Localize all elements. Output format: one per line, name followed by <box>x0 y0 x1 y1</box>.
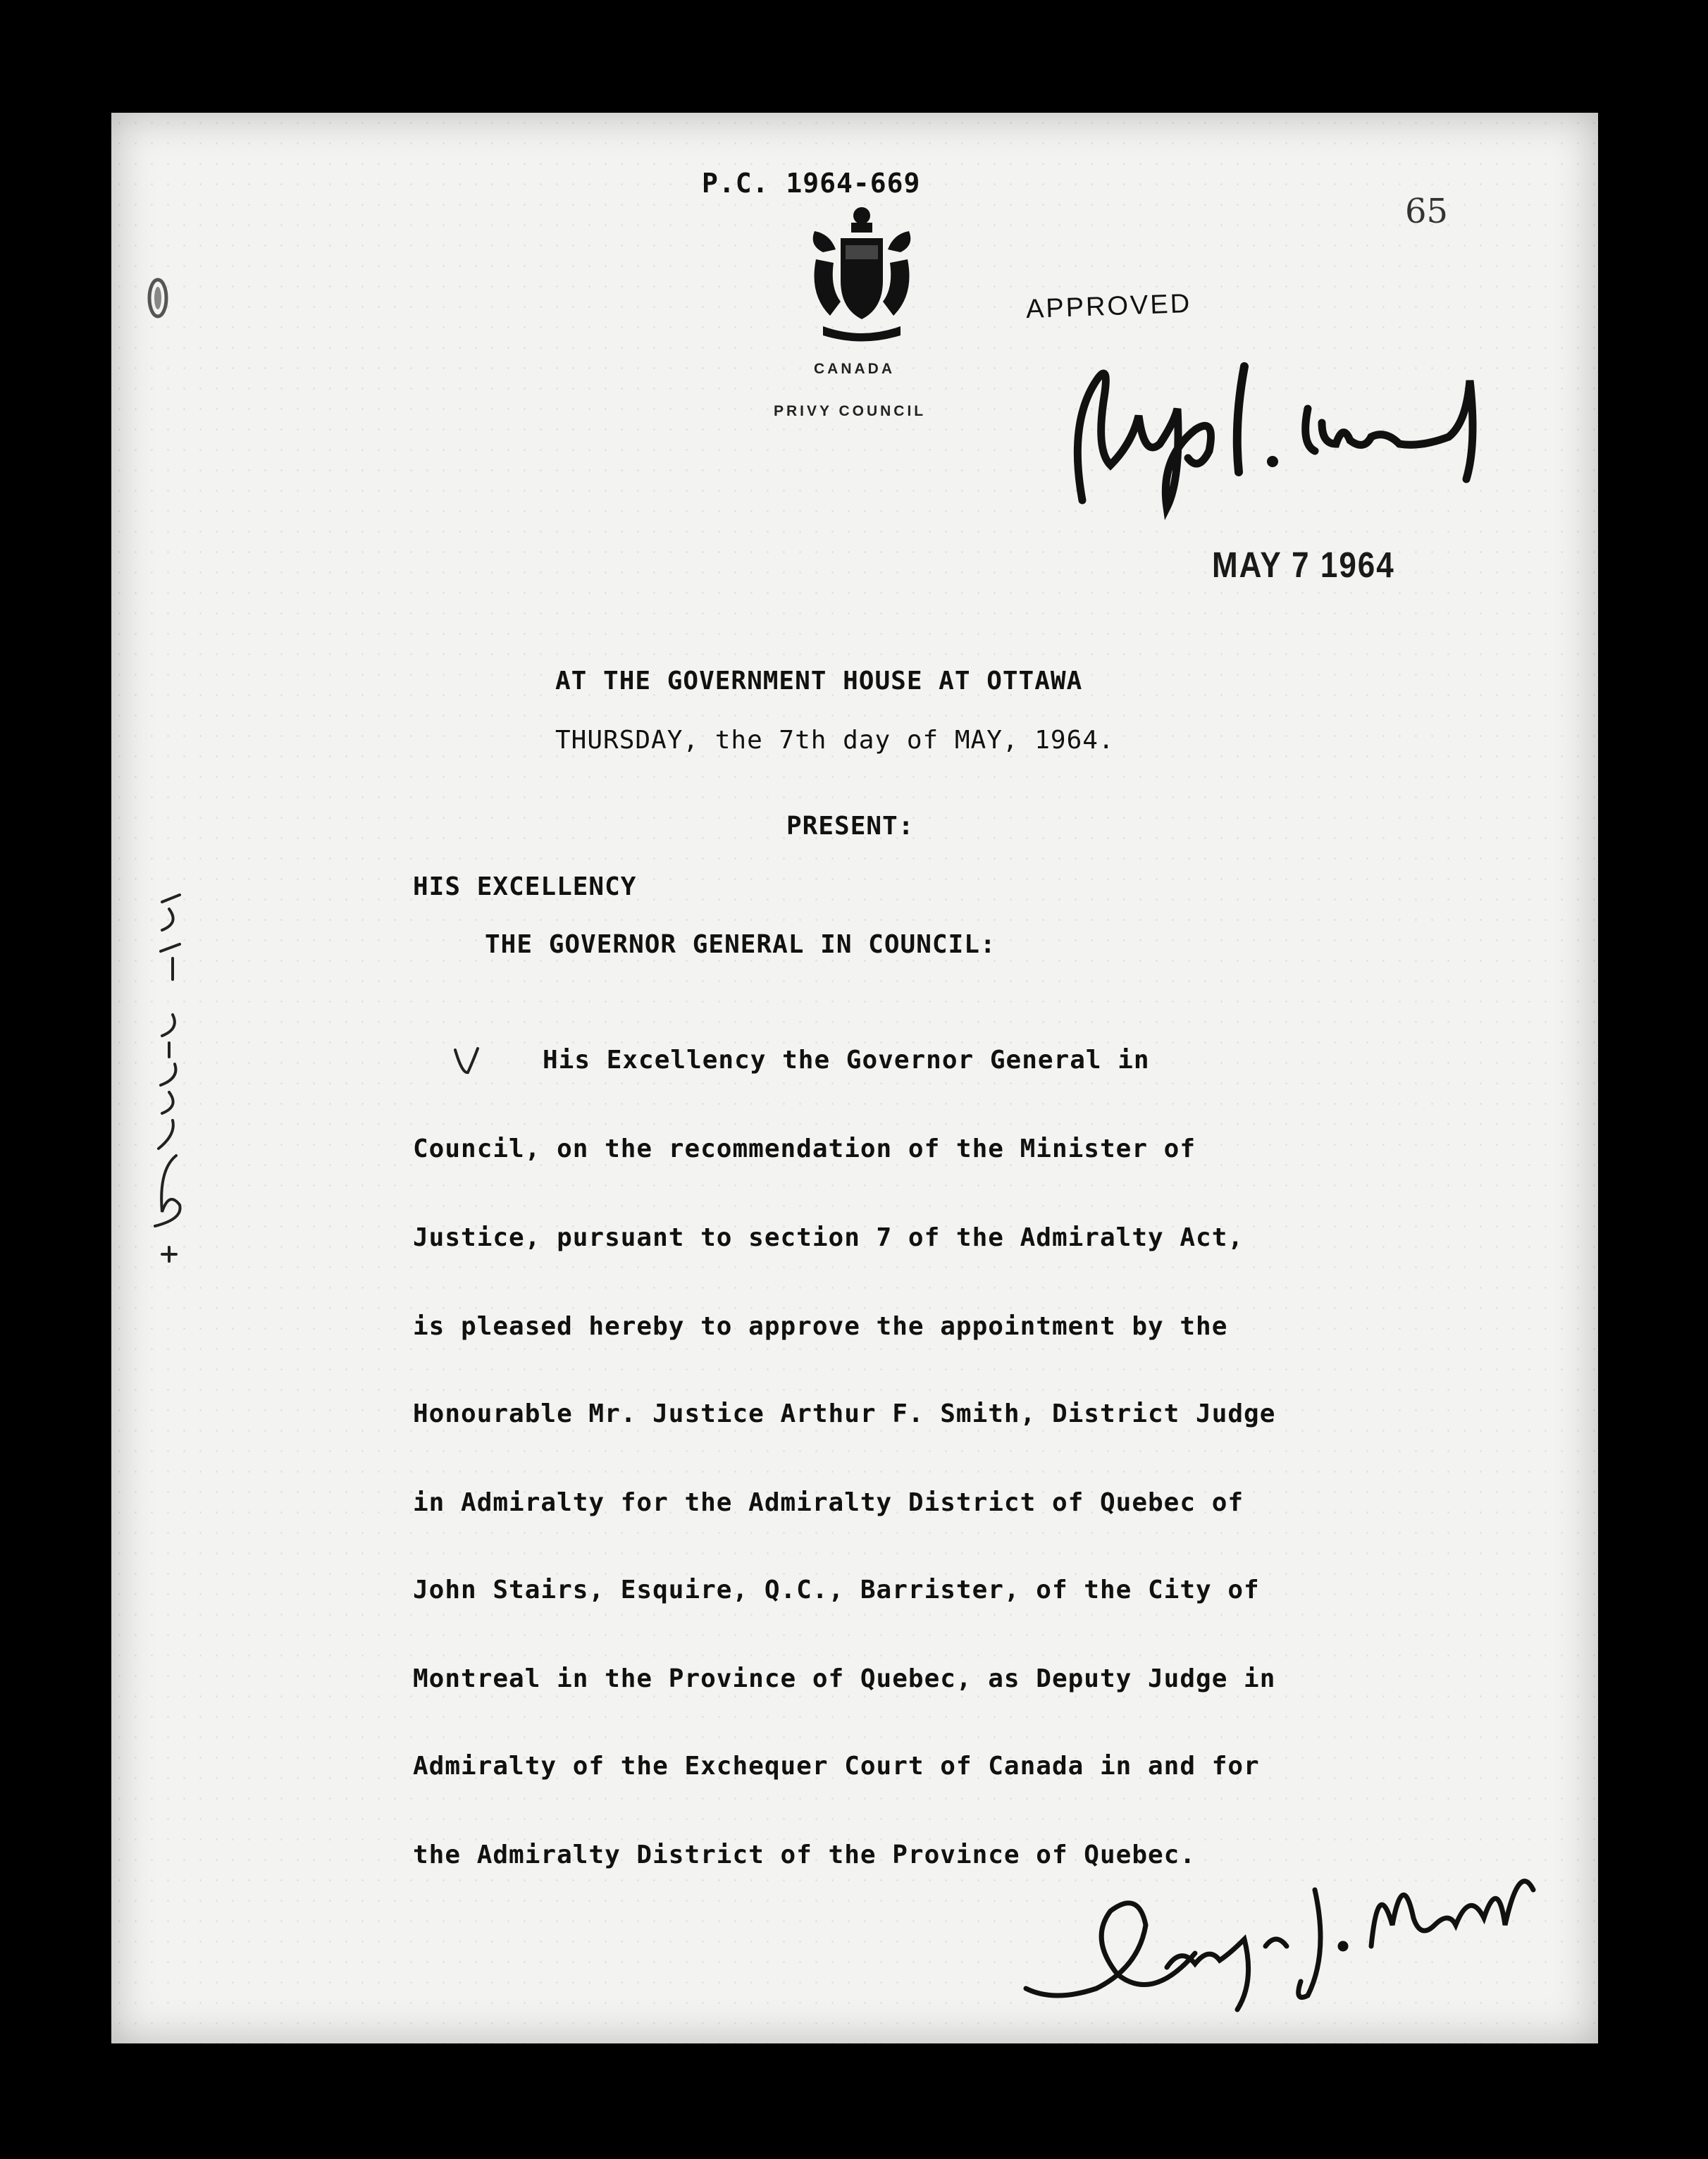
governor-general-signature <box>1054 338 1505 521</box>
body-line: is pleased hereby to approve the appointment by the <box>413 1312 1228 1341</box>
body-line: Justice, pursuant to section 7 of the Admiralty Act, <box>413 1223 1244 1252</box>
handwritten-margin-note <box>141 874 197 1268</box>
page-number: 65 <box>1405 192 1449 231</box>
approved-label: APPROVED <box>1025 288 1192 325</box>
approval-date-stamp: MAY 7 1964 <box>1212 545 1395 586</box>
body-line: Honourable Mr. Justice Arthur F. Smith, District Judge <box>413 1399 1276 1428</box>
canada-coat-of-arms-icon <box>802 203 922 344</box>
body-line: Admiralty of the Exchequer Court of Canada in and for <box>413 1752 1260 1781</box>
body-line: Council, on the recommendation of the Minister of <box>413 1134 1196 1163</box>
document-page <box>111 113 1598 2043</box>
place-heading: AT THE GOVERNMENT HOUSE AT OTTAWA <box>555 667 1083 695</box>
body-line: John Stairs, Esquire, Q.C., Barrister, of the City of <box>413 1576 1260 1604</box>
body-line: the Admiralty District of the Province of Quebec. <box>413 1841 1196 1869</box>
body-line: in Admiralty for the Admiralty District of Quebec of <box>413 1488 1244 1517</box>
checkmark-icon <box>452 1046 481 1077</box>
crest-label-privy-council: PRIVY COUNCIL <box>774 403 927 419</box>
order-number: P.C. 1964-669 <box>702 168 921 199</box>
date-heading: THURSDAY, the 7th day of MAY, 1964. <box>555 726 1115 755</box>
crest-label-canada: CANADA <box>814 361 895 377</box>
present-heading: PRESENT: <box>786 812 915 841</box>
his-excellency-line: HIS EXCELLENCY <box>413 872 637 901</box>
body-line: Montreal in the Province of Quebec, as Deputy Judge in <box>413 1664 1276 1693</box>
paper-clip-icon <box>144 273 172 323</box>
governor-general-line: THE GOVERNOR GENERAL IN COUNCIL: <box>485 930 996 959</box>
minister-signature <box>1012 1848 1576 2017</box>
body-line: His Excellency the Governor General in <box>543 1046 1150 1075</box>
